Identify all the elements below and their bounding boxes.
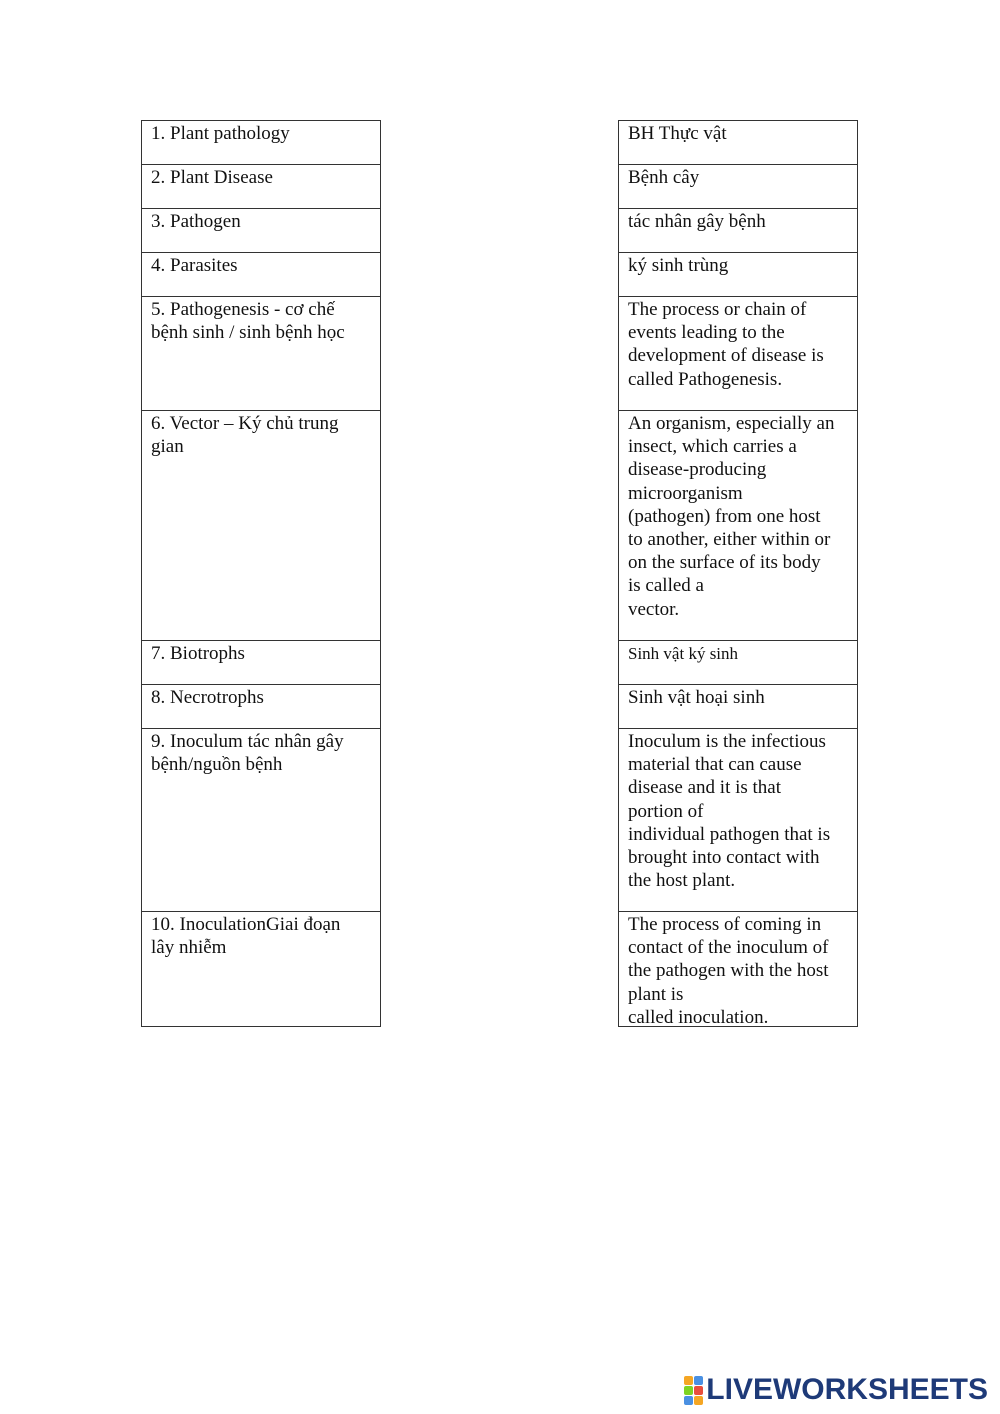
definition-cell[interactable]: [618, 911, 858, 1027]
term-cell[interactable]: [141, 296, 381, 411]
definition-text: The process of coming in contact of the inoculum of the pathogen with the host plant is called inoculation.: [628, 914, 829, 1027]
definition-cell[interactable]: [618, 164, 858, 209]
term-cell[interactable]: [141, 120, 381, 165]
term-text: 9. Inoculum tác nhân gây bệnh/nguồn bệnh: [151, 731, 344, 776]
definitions-column: [618, 121, 858, 1027]
definition-cell[interactable]: [618, 296, 858, 411]
term-text: 7. Biotrophs: [151, 643, 245, 664]
term-text: 10. InoculationGiai đoạn lây nhiễm: [151, 914, 341, 959]
logo-tile: [694, 1376, 703, 1385]
term-text: 1. Plant pathology: [151, 123, 290, 144]
term-cell[interactable]: [141, 640, 381, 685]
definition-cell[interactable]: [618, 728, 858, 912]
definition-text: Bệnh cây: [628, 167, 700, 188]
definition-cell[interactable]: [618, 684, 858, 729]
term-cell[interactable]: [141, 410, 381, 641]
term-cell[interactable]: [141, 911, 381, 1027]
logo-tile: [694, 1386, 703, 1395]
definition-cell[interactable]: [618, 208, 858, 253]
definition-cell[interactable]: [618, 640, 858, 685]
liveworksheets-logo: [684, 1375, 988, 1405]
logo-tile: [694, 1396, 703, 1405]
term-cell[interactable]: [141, 252, 381, 297]
term-text: 5. Pathogenesis - cơ chế bệnh sinh / sinh bệnh học: [151, 299, 345, 344]
logo-tile: [684, 1396, 693, 1405]
definition-cell[interactable]: [618, 120, 858, 165]
brand-name: LIVEWORKSHEETS: [706, 1373, 988, 1406]
term-cell[interactable]: [141, 684, 381, 729]
term-cell[interactable]: [141, 164, 381, 209]
definition-text: The process or chain of events leading to the development of disease is called Pathogenesis.: [628, 299, 824, 390]
definition-text: Inoculum is the infectious material that can cause disease and it is that portion of individual pathogen that is brought into contact with the host plant.: [628, 731, 831, 892]
definition-text: Sinh vật hoại sinh: [628, 687, 765, 708]
definition-text: tác nhân gây bệnh: [628, 211, 766, 232]
term-text: 2. Plant Disease: [151, 167, 273, 188]
term-cell[interactable]: [141, 728, 381, 912]
definition-cell[interactable]: [618, 252, 858, 297]
definition-text: An organism, especially an insect, which carries a disease-producing microorganism (pathogen) from one host to another, either within or on the surface of its body is called a vector.: [628, 413, 835, 620]
definition-text: BH Thực vật: [628, 123, 727, 144]
terms-column: [141, 121, 381, 1027]
term-text: 6. Vector – Ký chủ trung gian: [151, 413, 339, 458]
term-text: 4. Parasites: [151, 255, 238, 276]
liveworksheets-icon: [684, 1376, 703, 1405]
logo-tile: [684, 1376, 693, 1385]
definition-text: Sinh vật ký sinh: [628, 644, 739, 663]
term-text: 8. Necrotrophs: [151, 687, 264, 708]
definition-cell[interactable]: [618, 410, 858, 641]
term-cell[interactable]: [141, 208, 381, 253]
definition-text: ký sinh trùng: [628, 255, 729, 276]
logo-tile: [684, 1386, 693, 1395]
term-text: 3. Pathogen: [151, 211, 241, 232]
